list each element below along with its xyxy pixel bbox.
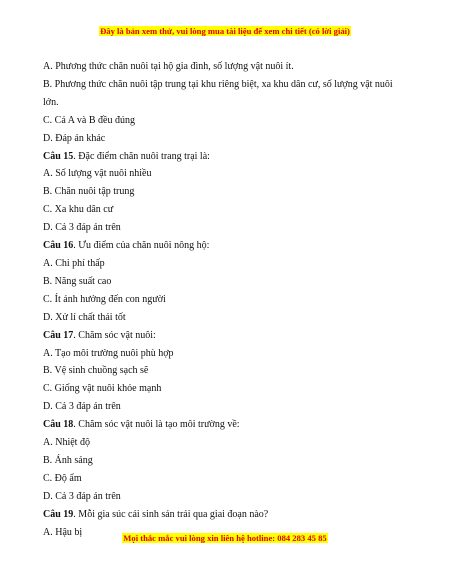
question-number: Câu 18 xyxy=(43,419,74,431)
answer-option: B. Ánh sáng xyxy=(43,454,93,466)
answer-option: C. Cả A và B đều đúng xyxy=(43,114,135,126)
question-text: . Chăm sóc vật nuôi là tạo môi trường về: xyxy=(73,419,240,431)
answer-option: A. Nhiệt độ xyxy=(43,437,90,449)
hotline-text: Mọi thắc mắc vui lòng xin liên hệ hotline: 084 283 45 85 xyxy=(123,533,327,543)
question-text: . Mỗi gia súc cái sinh sản trải qua giai đoạn nào? xyxy=(73,508,269,520)
question-number: Câu 16 xyxy=(43,240,74,252)
question-line xyxy=(43,148,413,166)
question-text: . Chăm sóc vật nuôi: xyxy=(73,329,156,341)
answer-option: A. Hậu bị xyxy=(43,526,83,538)
answer-option: A. Phương thức chăn nuôi tại hộ gia đình, số lượng vật nuôi ít. xyxy=(43,61,294,72)
answer-option: C. Giống vật nuôi khỏe mạnh xyxy=(43,383,162,395)
question-number: Câu 17 xyxy=(43,329,74,341)
document-body xyxy=(43,58,413,541)
answer-option: D. Đáp án khác xyxy=(43,132,106,144)
answer-option: B. Năng suất cao xyxy=(43,275,112,287)
question-number: Câu 19 xyxy=(43,508,74,520)
answer-option: B. Vệ sinh chuồng sạch sẽ xyxy=(43,365,149,377)
question-line xyxy=(43,506,413,524)
answer-option: A. Tạo môi trường nuôi phù hợp xyxy=(43,347,174,359)
hotline-footer-banner xyxy=(0,533,450,543)
answer-option: lớn. xyxy=(43,96,59,108)
answer-option: D. Cả 3 đáp án trên xyxy=(43,490,121,502)
question-line xyxy=(43,237,413,255)
preview-notice-banner xyxy=(0,26,450,36)
preview-notice-text: Đây là bản xem thử, vui lòng mua tài liệu để xem chi tiết (có lời giải) xyxy=(100,26,350,36)
answer-option: D. Cả 3 đáp án trên xyxy=(43,222,121,234)
question-number: Câu 15 xyxy=(43,150,74,162)
question-line xyxy=(43,416,413,434)
answer-option: D. Xử lí chất thải tốt xyxy=(43,311,126,323)
question-text: . Ưu điểm của chăn nuôi nông hộ: xyxy=(73,240,210,252)
answer-option: C. Độ ẩm xyxy=(43,472,82,484)
answer-option: C. Ít ảnh hưởng đến con người xyxy=(43,293,166,305)
answer-option: B. Chăn nuôi tập trung xyxy=(43,186,135,198)
answer-option: D. Cả 3 đáp án trên xyxy=(43,401,121,413)
question-line xyxy=(43,327,413,345)
answer-option: A. Chi phí thấp xyxy=(43,257,105,269)
question-text: . Đặc điểm chăn nuôi trang trại là: xyxy=(73,150,210,162)
answer-option: A. Số lượng vật nuôi nhiều xyxy=(43,168,152,180)
answer-option: C. Xa khu dân cư xyxy=(43,204,114,216)
answer-option: B. Phương thức chăn nuôi tập trung tại khu riêng biệt, xa khu dân cư, số lượng vật nuôi xyxy=(43,78,393,90)
